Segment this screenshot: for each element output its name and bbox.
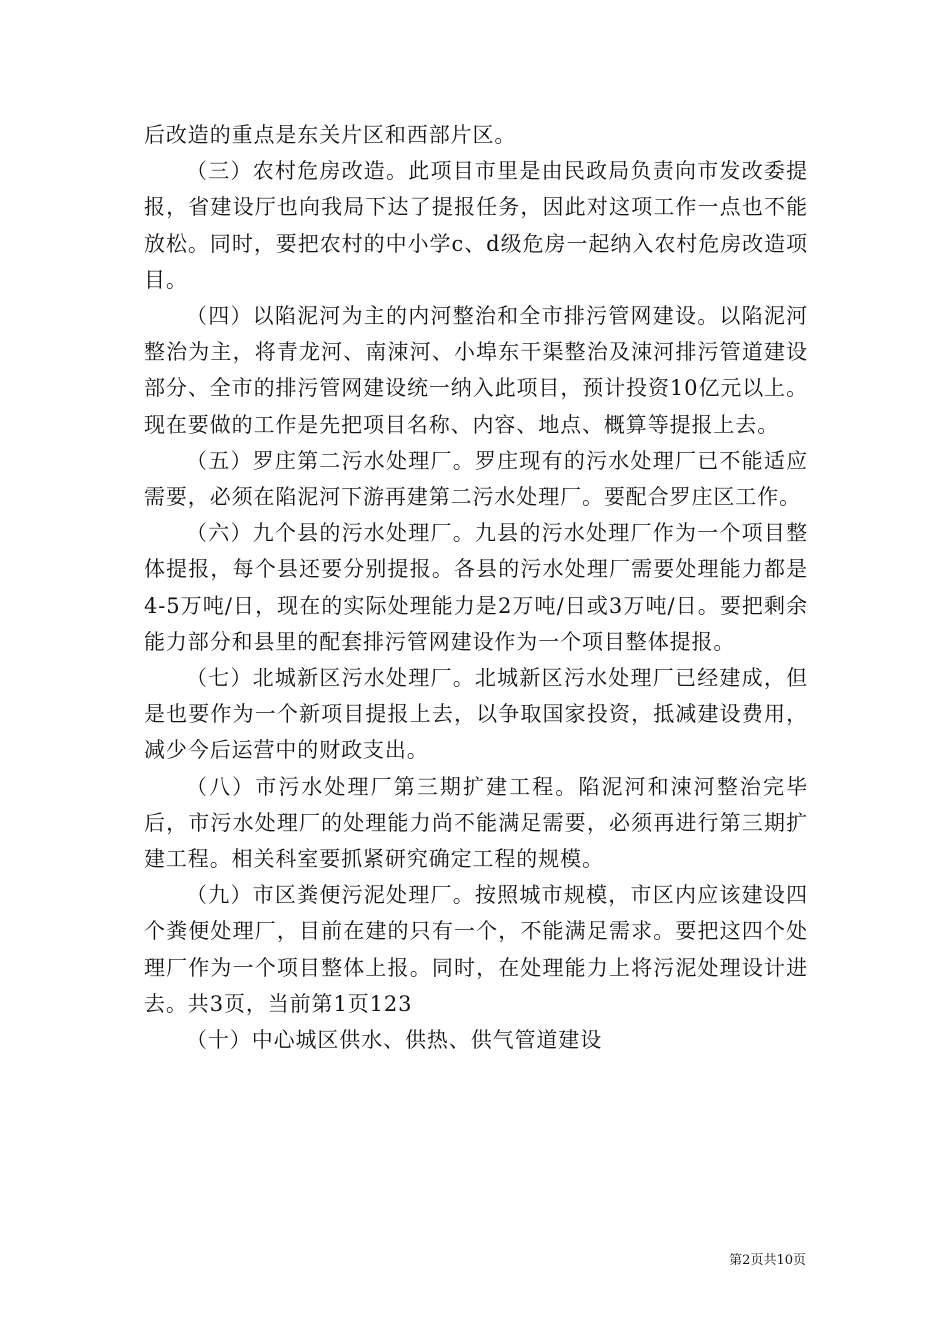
paragraph-item-4: （四）以陷泥河为主的内河整治和全市排污管网建设。以陷泥河整治为主，将青龙河、南涑河、小埠东干渠整治及涑河排污管道建设部分、全市的排污管网建设统一纳入此项目，预计投资10亿元以上。现在要做的工作是先把项目名称、内容、地点、概算等提报上去。 <box>144 304 808 437</box>
paragraph-item-10: （十）中心城区供水、供热、供气管道建设 <box>186 1028 603 1053</box>
paragraph-item-8: （八）市污水处理厂第三期扩建工程。陷泥河和涑河整治完毕后，市污水处理厂的处理能力尚不能满足需要，必须再进行第三期扩建工程。相关科室要抓紧研究确定工程的规模。 <box>144 774 808 872</box>
paragraph-item-7: （七）北城新区污水处理厂。北城新区污水处理厂已经建成，但是也要作为一个新项目提报上去，以争取国家投资，抵减建设费用，减少今后运营中的财政支出。 <box>144 666 808 763</box>
paragraph-item-5: （五）罗庄第二污水处理厂。罗庄现有的污水处理厂已不能适应需要，必须在陷泥河下游再建第二污水处理厂。要配合罗庄区工作。 <box>144 448 808 510</box>
document-body <box>144 117 808 1058</box>
paragraph-continuation: 后改造的重点是东关片区和西部片区。 <box>144 123 517 147</box>
paragraph-item-9: （九）市区粪便污泥处理厂。按照城市规模，市区内应该建设四个粪便处理厂，目前在建的只有一个，不能满足需求。要把这四个处理厂作为一个项目整体上报。同时，在处理能力上将污泥处理设计进去。共3页，当前第1页123 <box>144 883 808 1016</box>
paragraph-item-6: （六）九个县的污水处理厂。九县的污水处理厂作为一个项目整体提报，每个县还要分别提报。各县的污水处理厂需要处理能力都是4-5万吨/日，现在的实际处理能力是2万吨/日或3万吨/日。要把剩余能力部分和县里的配套排污管网建设作为一个项目整体提报。 <box>144 521 808 654</box>
paragraph-item-3: （三）农村危房改造。此项目市里是由民政局负责向市发改委提报，省建设厅也向我局下达了提报任务，因此对这项工作一点也不能放松。同时，要把农村的中小学c、d级危房一起纳入农村危房改造项目。 <box>144 159 808 292</box>
page-number-footer: 第2页共10页 <box>729 1253 806 1268</box>
